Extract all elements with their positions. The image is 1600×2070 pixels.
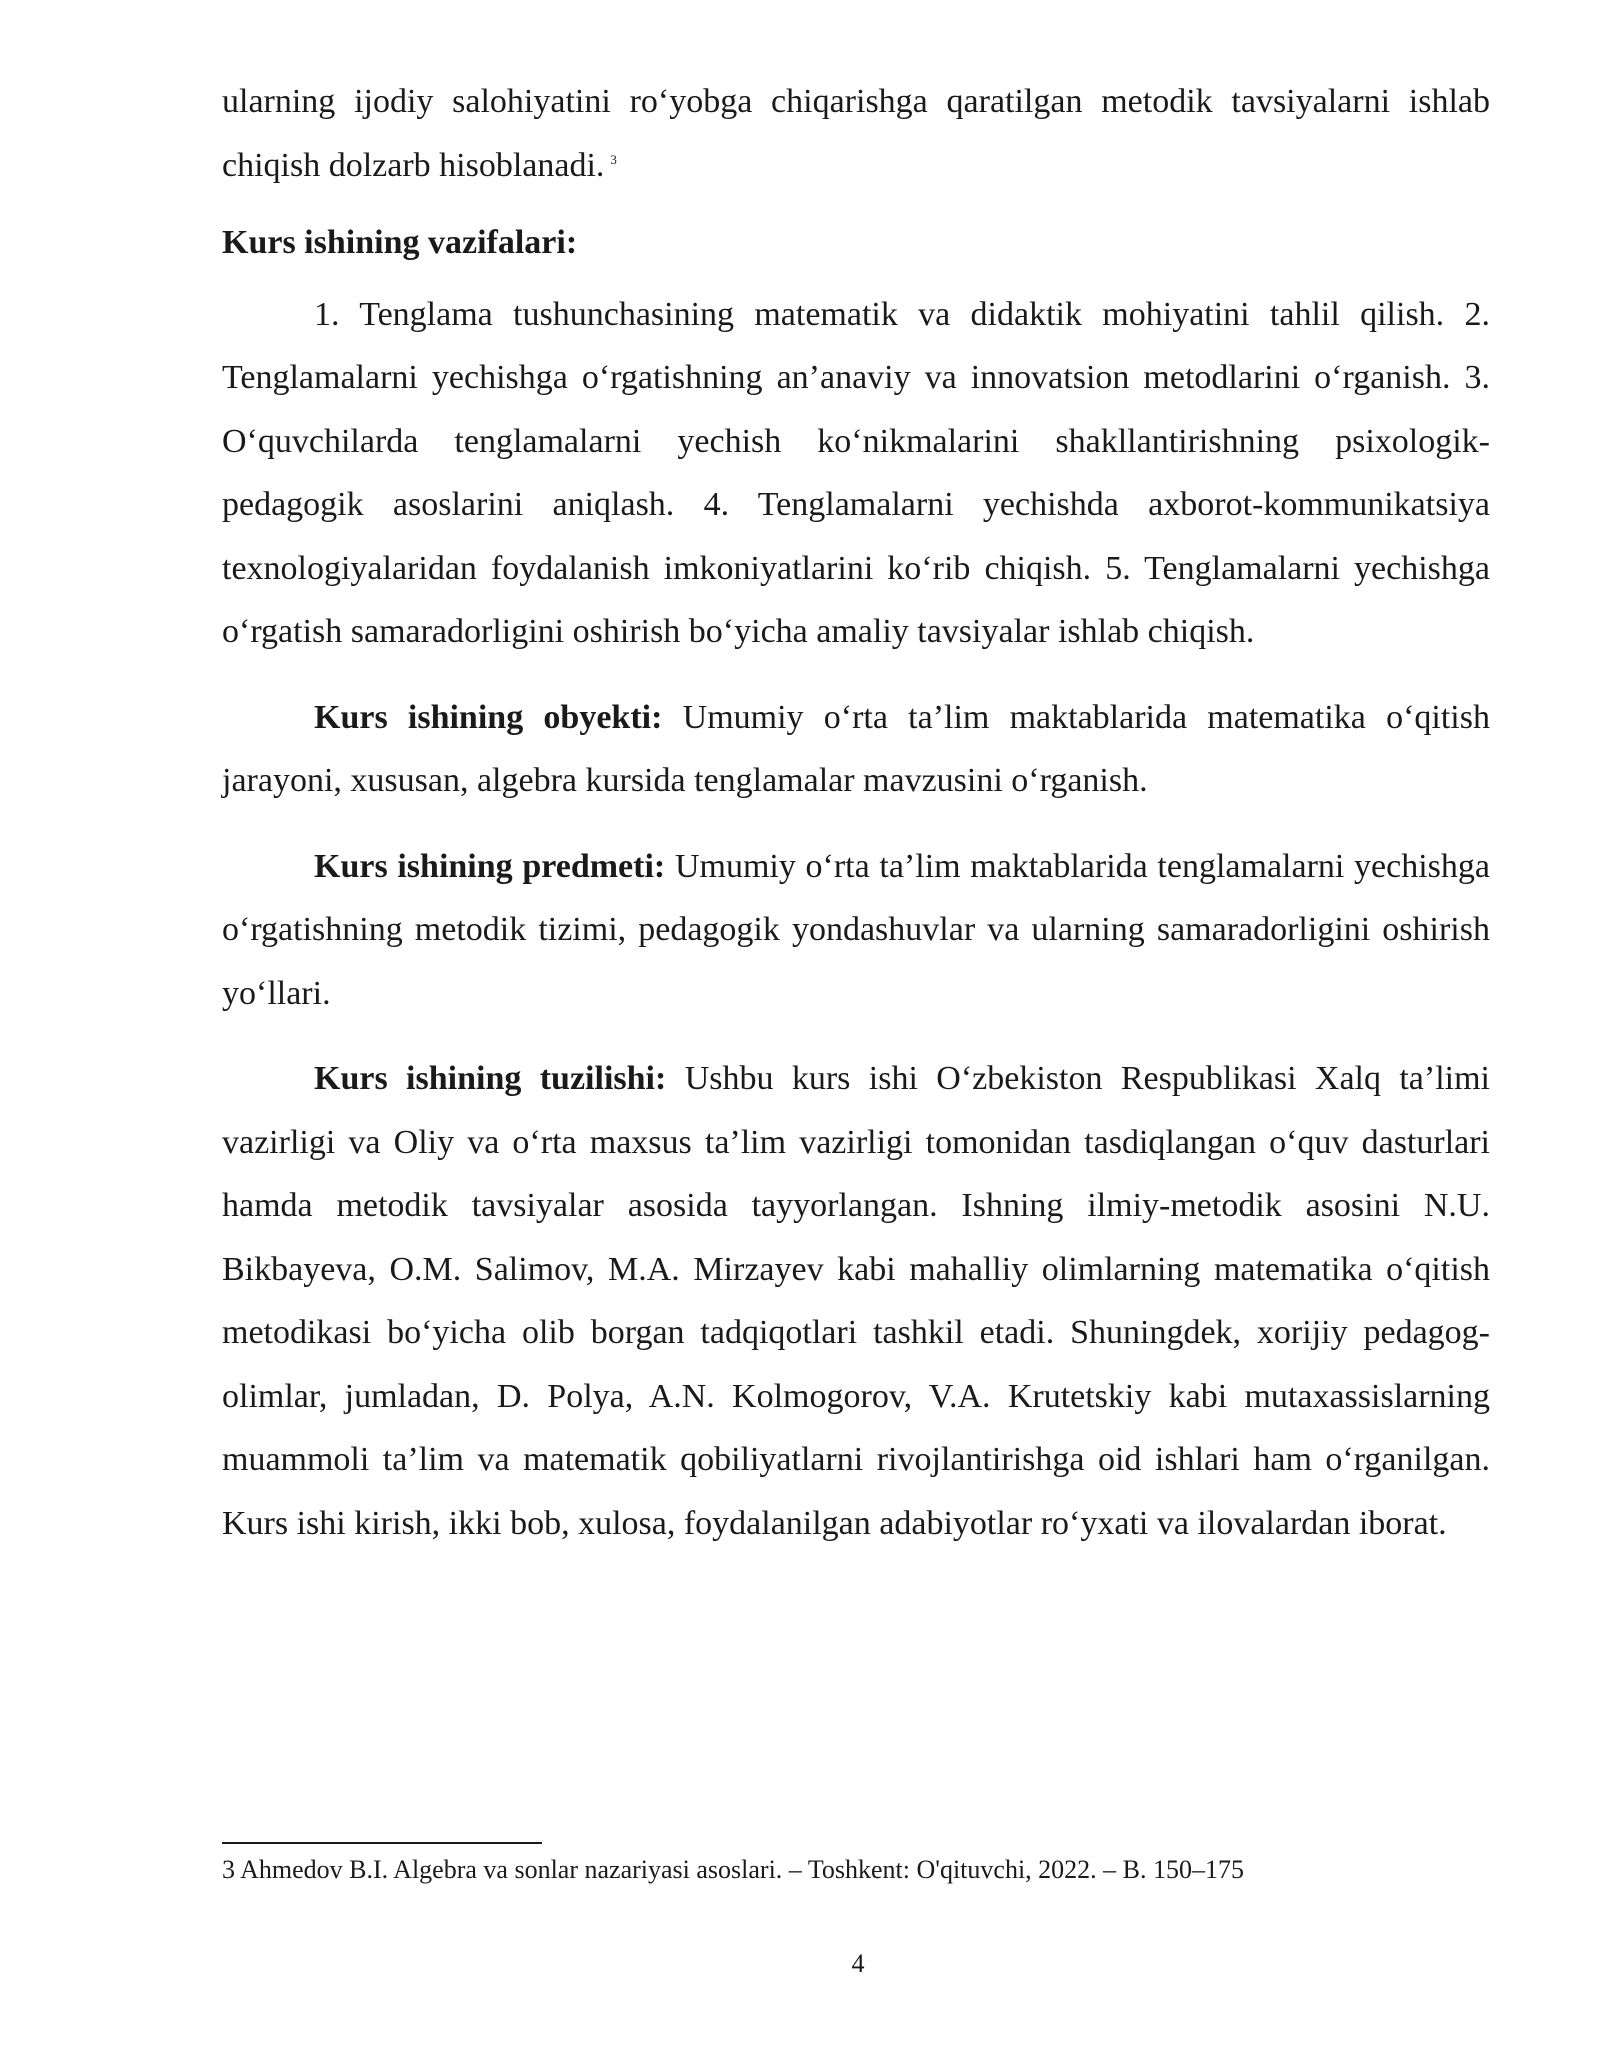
tasks-heading: Kurs ishining vazifalari: [222, 224, 578, 261]
footnote-reference: 3 [610, 151, 617, 167]
structure-paragraph [222, 1047, 1490, 1555]
object-text: Umumiy o‘rta ta’lim maktablarida matematika o‘qitish jarayoni, xususan, algebra kursida tenglamalar mavzusini o‘rganish. [222, 698, 1490, 799]
intro-paragraph [222, 70, 1490, 197]
intro-text: ularning ijodiy salohiyatini ro‘yobga chiqarishga qaratilgan metodik tavsiyalarni ishlab chiqish dolzarb hisoblanadi. [222, 83, 1490, 184]
subject-text: Umumiy o‘rta ta’lim maktablarida tenglamalarni yechishga o‘rgatishning metodik tizimi, pedagogik yondashuvlar va ularning samaradorligini oshirish yo‘llari. [222, 847, 1490, 1012]
structure-text: Ushbu kurs ishi O‘zbekiston Respublikasi Xalq ta’limi vazirligi va Oliy va o‘rta maxsus ta’lim vazirligi tomonidan tasdiqlangan o‘quv dasturlari hamda metodik tavsiyalar asosida tayyorlangan. Ishning ilmiy-metodik asosini N.U. Bikbayeva, O.M. Salimov, M.A. Mirzayev kabi mahalliy olimlarning matematika o‘qitish metodikasi bo‘yicha olib borgan tadqiqotlari tashkil etadi. Shuningdek, xorijiy pedagog-olimlar, jumladan, D. Polya, A.N. Kolmogorov, V.A. Krutetskiy kabi mutaxassislarning muammoli ta’lim va matematik qobiliyatlarni rivojlantirishga oid ishlari ham o‘rganilgan. Kurs ishi kirish, ikki bob, xulosa, foydalanilgan adabiyotlar ro‘yxati va ilovalardan iborat. [222, 1060, 1491, 1542]
object-paragraph [222, 686, 1490, 813]
footnote: 3 Ahmedov B.I. Algebra va sonlar nazariyasi asoslari. – Toshkent: O'qituvchi, 2022. – B. 150–175 [222, 1855, 1245, 1884]
structure-label: Kurs ishining tuzilishi: [314, 1060, 667, 1097]
object-label: Kurs ishining obyekti: [314, 698, 663, 736]
subject-paragraph [222, 835, 1490, 1026]
footnote-separator [222, 1842, 542, 1844]
subject-label: Kurs ishining predmeti: [314, 847, 666, 885]
tasks-paragraph: 1. Tenglama tushunchasining matematik va didaktik mohiyatini tahlil qilish. 2. Tenglamalarni yechishga o‘rgatishning an’anaviy va innovatsion metodlarini o‘rganish. 3. O‘quvchilarda tenglamalarni yechish ko‘nikmalarini shakllantirishning psixologik-pedagogik asoslarini aniqlash. 4. Tenglamalarni yechishda axborot-kommunikatsiya texnologiyalaridan foydalanish imkoniyatlarini ko‘rib chiqish. 5. Tenglamalarni yechishga o‘rgatish samaradorligini oshirish bo‘yicha amaliy tavsiyalar ishlab chiqish. [222, 295, 1490, 650]
document-body [222, 70, 1490, 1555]
page-number: 4 [851, 1949, 865, 1978]
